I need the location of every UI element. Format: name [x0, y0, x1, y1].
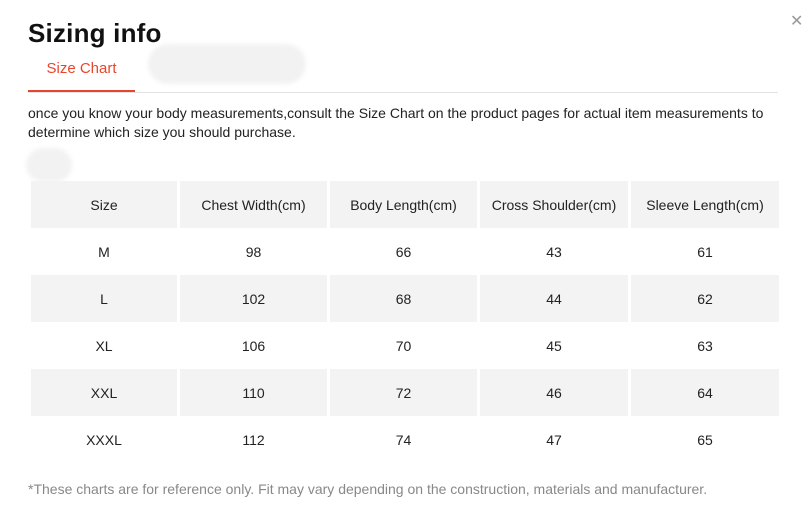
table-cell: 102: [180, 275, 327, 322]
description-text: once you know your body measurements,consult the Size Chart on the product pages for actual item measurements to determine which size you should purchase.: [28, 105, 764, 140]
column-header-cross-shoulder: Cross Shoulder(cm): [480, 181, 628, 228]
table-cell: 70: [395, 337, 412, 354]
tab-bar: [28, 52, 778, 93]
table-row: [31, 275, 779, 322]
table-row: [31, 322, 779, 369]
table-cell: 62: [631, 275, 779, 322]
table-cell: L: [31, 275, 177, 322]
table-cell: 61: [697, 243, 713, 260]
tab-size-chart[interactable]: Size Chart: [28, 58, 135, 92]
table-cell: 63: [697, 337, 713, 354]
table-cell: XXXL: [86, 431, 122, 448]
table-cell: 45: [546, 337, 562, 354]
table-cell: 72: [330, 369, 477, 416]
size-chart-table: [28, 181, 782, 463]
table-cell: 44: [480, 275, 628, 322]
table-cell: 47: [546, 431, 562, 448]
table-cell: 106: [241, 337, 266, 354]
blurred-area: [26, 148, 72, 182]
table-cell: 43: [546, 243, 562, 260]
table-row: [31, 369, 779, 416]
column-header-size: Size: [31, 181, 177, 228]
table-cell: 66: [395, 243, 412, 260]
column-header-chest-width: Chest Width(cm): [180, 181, 327, 228]
page-title: Sizing info: [28, 18, 162, 48]
table-row: [31, 416, 779, 463]
blurred-area: [148, 44, 306, 84]
table-cell: XXL: [31, 369, 177, 416]
table-row: [31, 228, 779, 275]
table-cell: 98: [245, 243, 262, 260]
table-header-row: [31, 181, 779, 228]
table-cell: 74: [395, 431, 412, 448]
table-cell: 46: [480, 369, 628, 416]
table-cell: 68: [330, 275, 477, 322]
table-cell: 110: [180, 369, 327, 416]
footnote-text: *These charts are for reference only. Fit may vary depending on the construction, materials and manufacturer.: [28, 481, 708, 497]
close-icon[interactable]: ✕: [790, 13, 803, 30]
table-cell: 65: [697, 431, 713, 448]
column-header-body-length: Body Length(cm): [330, 181, 477, 228]
table-cell: XL: [95, 337, 113, 354]
column-header-sleeve-length: Sleeve Length(cm): [631, 181, 779, 228]
table-cell: 112: [242, 431, 265, 448]
table-cell: M: [98, 243, 110, 260]
table-cell: 64: [631, 369, 779, 416]
